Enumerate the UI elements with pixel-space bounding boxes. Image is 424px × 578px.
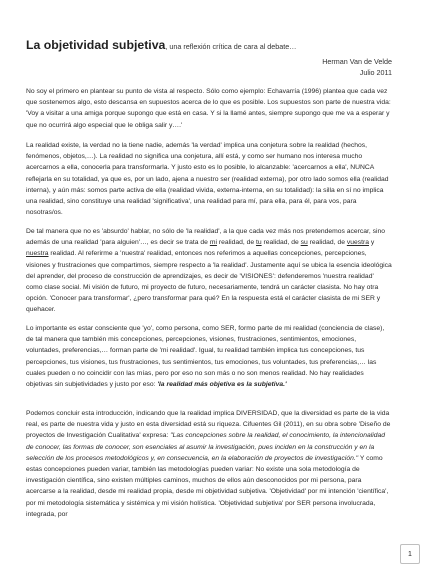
p3-underlined-mi: mi	[209, 239, 217, 247]
page-number-box	[400, 544, 420, 564]
p5-segment-b: Y como estas concepciones pueden variar, también las metodologías pueden variar: No existe una sola metodología de investigación científica, sino existen múltiples caminos, muchos de ellos aún desconocidos por mi persona, para acercarse a la realidad, desde mi realidad propia, desde mi objetividad subjetiva. 'Objetividad' por mi intención 'científica', por mi metodología sistemática y sistémica y mi visión holística. 'Objetividad subjetiva' por SER persona involucrada, integrada, por	[26, 454, 389, 518]
p5-segment-a: Podemos concluir esta introducción, indicando que la realidad implica DIVERSIDAD, que la diversidad es parte de la vida real, es parte de nuestra vida y justo en esta diversidad está su riqueza. Cifuentes Gil (2011), en su obra sobre 'Diseño de proyectos de Investigación Cualitativa' expresa:	[26, 410, 391, 440]
page-number: 1	[408, 550, 412, 558]
p4-segment-a: Lo importante es estar consciente que 'yo', como persona, como SER, formo parte de mi realidad (conciencia de clase), de tal manera que también mis concepciones, percepciones, visiones, frustraciones, sentimientos, emociones, voluntades, preferencias,… forman parte de 'mi realidad'. Igual, tu realidad también implica tus concepciones, tus percepciones, tus visiones, tus frustraciones, tus sentimientos, tus emociones, tus voluntades, tus preferencias,… las cuales pueden o no coincidir con las mías, pero por eso no son más o no son menos realidad. No hay realidades objetivas sin subjetividades y justo por eso:	[26, 325, 385, 389]
author-block	[322, 56, 392, 79]
paragraph-1	[26, 86, 392, 131]
p3-segment-e: y	[368, 239, 375, 247]
p3-underlined-tu: tu	[255, 239, 262, 247]
p3-segment-f: realidad. Al referirme a 'nuestra' realidad, entonces nos referimos a aquellas concepciones, percepciones, visiones y frustraciones que compartimos, siempre respecto a 'la realidad'. Justamente aquí se ubica la esencia ideológica del aprender, del proceso de construcción de aprendizajes, es decir de 'VISIONES': defenderemos 'nuestra realidad' como clase social. Mi visión de futuro, mi proyecto de futuro, necesariamente, tendrá un carácter clasista. No hay otra opción. 'Conocer para transformar', ¿pero transformar para qué? En la respuesta está el carácter clasista de mi SER y quehacer.	[26, 250, 392, 314]
title-line	[26, 36, 406, 54]
paragraph-2-text: La realidad existe, la verdad no la tiene nadie, además 'la verdad' implica una conjetura sobre la realidad (hechos, fenómenos, objetos,…). La realidad no significa una conjetura, allí está, y como ser humano nos interesa mucho acercarnos a ella, conocerla para transformarla. Y justo esto es lo posible, lo alcanzable: 'acercarnos a ella', NUNCA reflejarla en su totalidad, ya que es, por un lado, ajena a nuestro ser (realidad externa), por otro lado somos ella (realidad interna), y aún más: somos parte activa de ella (realidad vivida, externa-interna, en su totalidad): la silla en sí no implica una realidad, sino constituye una realidad 'significativa', una realidad para mí, para ella, para él, para vos, para nosotras/os.	[26, 142, 389, 217]
paragraph-4	[26, 323, 392, 390]
p4-emphasis: 'la realidad más objetiva es la subjetiva.'	[157, 381, 287, 389]
p3-segment-a: De tal manera que no es 'absurdo' hablar, no sólo de 'la realidad', a la que cada vez más nos pretendemos acercar, sino además de una realidad 'para alguien'…, es decir se trata de	[26, 228, 385, 247]
paragraph-4-text	[26, 323, 392, 390]
p3-segment-b: realidad, de	[216, 239, 256, 247]
p5-quote: "Las concepciones sobre la realidad, el conocimiento, la intencionalidad de conocer, las formas de conocer, son esenciales al asumir la investigación, pues inciden en la construcción y en la selección de los procesos metodológicos y, en consecuencia, en la elaboración de proyectos de investigación."	[26, 432, 386, 462]
paragraph-5-text	[26, 408, 392, 520]
p3-underlined-vuestra: vuestra	[346, 239, 369, 247]
p3-underlined-nuestra: nuestra	[26, 250, 49, 258]
document-title: La objetividad subjetiva	[26, 38, 166, 52]
paragraph-3	[26, 226, 392, 316]
paragraph-5	[26, 408, 392, 520]
p3-segment-d: realidad, de	[307, 239, 347, 247]
p3-segment-c: realidad, de	[261, 239, 301, 247]
paragraph-1-text: No soy el primero en plantear su punto de vista al respecto. Sólo como ejemplo: Echavarría (1996) plantea que cada vez que sostenemos algo, esto descansa en supuestos acerca de lo que es posible. Los supuestos son parte de nuestra vida: 'Voy a visitar a una amiga porque supongo que está en casa. Y si la llamé antes, siempre supongo que me va a esperar y que no ocurrirá algo especial que le obliga salir y….'	[26, 88, 391, 129]
paragraph-2	[26, 140, 392, 218]
p3-underlined-su: su	[300, 239, 308, 247]
paragraph-3-text	[26, 226, 392, 316]
author-name: Herman Van de Velde	[322, 57, 392, 66]
document-subtitle: , una reflexión crítica de cara al debate…	[165, 42, 297, 51]
document-date: Julio 2011	[359, 68, 392, 78]
